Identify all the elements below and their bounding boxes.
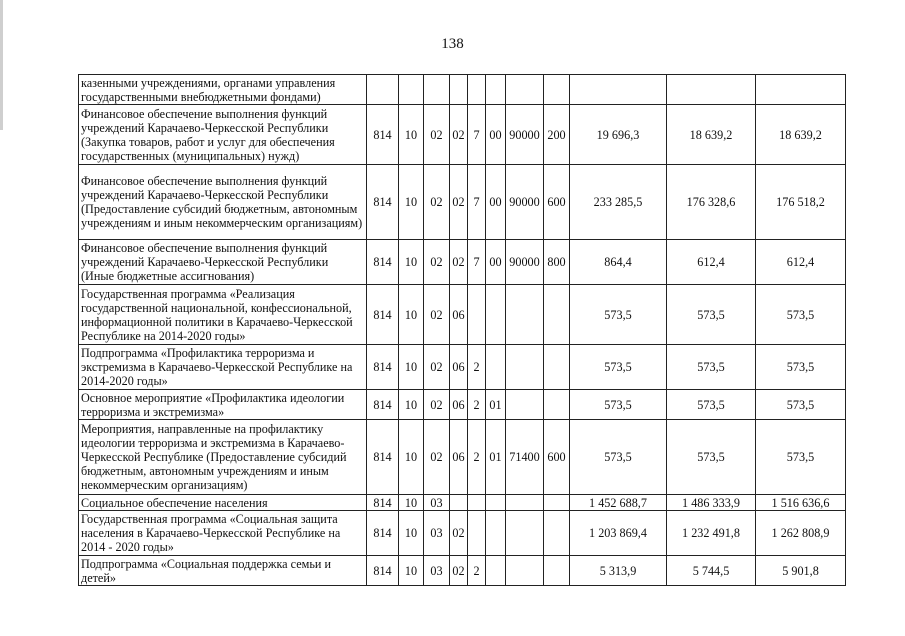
budget-code-c8: 600 bbox=[544, 165, 570, 240]
budget-code-c1: 814 bbox=[367, 495, 399, 511]
budget-code-c4: 02 bbox=[450, 165, 468, 240]
budget-code-c3: 03 bbox=[424, 511, 450, 556]
amount-v2: 1 232 491,8 bbox=[667, 511, 756, 556]
budget-code-c4: 02 bbox=[450, 511, 468, 556]
budget-code-c8: 200 bbox=[544, 105, 570, 165]
budget-code-c8 bbox=[544, 285, 570, 345]
budget-code-c2: 10 bbox=[399, 345, 424, 390]
budget-code-c1: 814 bbox=[367, 105, 399, 165]
amount-v2: 5 744,5 bbox=[667, 556, 756, 586]
amount-v1: 864,4 bbox=[570, 240, 667, 285]
amount-v3: 176 518,2 bbox=[756, 165, 846, 240]
budget-code-c4: 02 bbox=[450, 240, 468, 285]
budget-code-c1: 814 bbox=[367, 556, 399, 586]
amount-v3: 573,5 bbox=[756, 345, 846, 390]
table-row bbox=[79, 105, 846, 165]
table-row bbox=[79, 165, 846, 240]
budget-code-c3: 02 bbox=[424, 105, 450, 165]
budget-code-c5: 7 bbox=[468, 105, 486, 165]
budget-code-c5: 2 bbox=[468, 556, 486, 586]
row-description: Подпрограмма «Социальная поддержка семьи и детей» bbox=[79, 556, 367, 586]
table-row bbox=[79, 345, 846, 390]
amount-v3: 573,5 bbox=[756, 420, 846, 495]
row-description: Финансовое обеспечение выполнения функций учреждений Карачаево-Черкесской Республики (Иные бюджетные ассигнования) bbox=[79, 240, 367, 285]
row-description: Финансовое обеспечение выполнения функций учреждений Карачаево-Черкесской Республики (Предоставление субсидий бюджетным, автономным учреждениям и иным некоммерческим организациям) bbox=[79, 165, 367, 240]
budget-code-c3 bbox=[424, 75, 450, 105]
budget-code-c6 bbox=[486, 495, 506, 511]
amount-v3: 5 901,8 bbox=[756, 556, 846, 586]
amount-v2: 573,5 bbox=[667, 285, 756, 345]
amount-v1: 573,5 bbox=[570, 285, 667, 345]
amount-v2: 176 328,6 bbox=[667, 165, 756, 240]
budget-code-c2: 10 bbox=[399, 240, 424, 285]
amount-v2: 573,5 bbox=[667, 390, 756, 420]
budget-code-c8: 800 bbox=[544, 240, 570, 285]
budget-code-c7 bbox=[506, 511, 544, 556]
budget-code-c3: 03 bbox=[424, 556, 450, 586]
budget-code-c5 bbox=[468, 285, 486, 345]
budget-code-c7 bbox=[506, 285, 544, 345]
budget-code-c3: 02 bbox=[424, 390, 450, 420]
amount-v3: 18 639,2 bbox=[756, 105, 846, 165]
amount-v1: 1 452 688,7 bbox=[570, 495, 667, 511]
budget-code-c7 bbox=[506, 495, 544, 511]
budget-code-c4: 06 bbox=[450, 345, 468, 390]
budget-code-c2 bbox=[399, 75, 424, 105]
amount-v3: 612,4 bbox=[756, 240, 846, 285]
budget-code-c1: 814 bbox=[367, 285, 399, 345]
amount-v2: 612,4 bbox=[667, 240, 756, 285]
budget-code-c2: 10 bbox=[399, 105, 424, 165]
amount-v3: 573,5 bbox=[756, 285, 846, 345]
budget-code-c6 bbox=[486, 511, 506, 556]
row-description: Основное мероприятие «Профилактика идеологии терроризма и экстремизма» bbox=[79, 390, 367, 420]
row-description: Подпрограмма «Профилактика терроризма и экстремизма в Карачаево-Черкесской Республике на 2014-2020 годы» bbox=[79, 345, 367, 390]
budget-code-c4: 02 bbox=[450, 105, 468, 165]
budget-code-c8: 600 bbox=[544, 420, 570, 495]
amount-v1 bbox=[570, 75, 667, 105]
amount-v2: 1 486 333,9 bbox=[667, 495, 756, 511]
budget-code-c8 bbox=[544, 556, 570, 586]
budget-code-c3: 02 bbox=[424, 240, 450, 285]
amount-v3 bbox=[756, 75, 846, 105]
amount-v2 bbox=[667, 75, 756, 105]
budget-code-c3: 02 bbox=[424, 285, 450, 345]
budget-code-c1: 814 bbox=[367, 240, 399, 285]
budget-code-c5: 7 bbox=[468, 240, 486, 285]
budget-code-c1: 814 bbox=[367, 165, 399, 240]
row-description: Государственная программа «Реализация государственной национальной, конфессиональной, информационной политики в Карачаево-Черкесской Республике на 2014-2020 годы» bbox=[79, 285, 367, 345]
row-description: Социальное обеспечение населения bbox=[79, 495, 367, 511]
row-description: Мероприятия, направленные на профилактику идеологии терроризма и экстремизма в Карачаево-Черкесской Республике (Предоставление субсидий бюджетным, автономным учреждениям и иным некоммерческим организациям) bbox=[79, 420, 367, 495]
budget-code-c6: 01 bbox=[486, 390, 506, 420]
budget-code-c6 bbox=[486, 345, 506, 390]
budget-code-c7 bbox=[506, 390, 544, 420]
amount-v1: 573,5 bbox=[570, 420, 667, 495]
table-row bbox=[79, 75, 846, 105]
budget-code-c4: 02 bbox=[450, 556, 468, 586]
amount-v1: 19 696,3 bbox=[570, 105, 667, 165]
budget-code-c2: 10 bbox=[399, 556, 424, 586]
budget-code-c1: 814 bbox=[367, 345, 399, 390]
amount-v3: 1 262 808,9 bbox=[756, 511, 846, 556]
table-row bbox=[79, 511, 846, 556]
budget-code-c6: 00 bbox=[486, 165, 506, 240]
budget-code-c4 bbox=[450, 495, 468, 511]
budget-table bbox=[78, 74, 846, 586]
table-row bbox=[79, 495, 846, 511]
budget-code-c3: 03 bbox=[424, 495, 450, 511]
table-row bbox=[79, 285, 846, 345]
budget-code-c4: 06 bbox=[450, 420, 468, 495]
budget-code-c4: 06 bbox=[450, 390, 468, 420]
table-row bbox=[79, 556, 846, 586]
budget-code-c2: 10 bbox=[399, 420, 424, 495]
budget-code-c6: 01 bbox=[486, 420, 506, 495]
budget-code-c7: 90000 bbox=[506, 165, 544, 240]
row-description: Финансовое обеспечение выполнения функций учреждений Карачаево-Черкесской Республики (Закупка товаров, работ и услуг для обеспечения государственных (муниципальных) нужд) bbox=[79, 105, 367, 165]
budget-code-c7 bbox=[506, 345, 544, 390]
budget-code-c8 bbox=[544, 495, 570, 511]
budget-code-c7 bbox=[506, 556, 544, 586]
amount-v2: 18 639,2 bbox=[667, 105, 756, 165]
budget-code-c2: 10 bbox=[399, 390, 424, 420]
budget-code-c1: 814 bbox=[367, 390, 399, 420]
budget-code-c6 bbox=[486, 75, 506, 105]
budget-code-c5: 2 bbox=[468, 390, 486, 420]
budget-code-c4: 06 bbox=[450, 285, 468, 345]
budget-code-c2: 10 bbox=[399, 511, 424, 556]
budget-code-c6 bbox=[486, 556, 506, 586]
budget-code-c2: 10 bbox=[399, 285, 424, 345]
amount-v1: 1 203 869,4 bbox=[570, 511, 667, 556]
table-row bbox=[79, 240, 846, 285]
budget-code-c5 bbox=[468, 75, 486, 105]
budget-code-c1: 814 bbox=[367, 420, 399, 495]
budget-code-c2: 10 bbox=[399, 495, 424, 511]
budget-code-c1 bbox=[367, 75, 399, 105]
budget-code-c8 bbox=[544, 75, 570, 105]
row-description: Государственная программа «Социальная защита населения в Карачаево-Черкесской Республике на 2014 - 2020 годы» bbox=[79, 511, 367, 556]
table-row bbox=[79, 390, 846, 420]
budget-code-c7: 90000 bbox=[506, 240, 544, 285]
amount-v3: 1 516 636,6 bbox=[756, 495, 846, 511]
budget-code-c5: 7 bbox=[468, 165, 486, 240]
budget-code-c5 bbox=[468, 495, 486, 511]
amount-v1: 573,5 bbox=[570, 345, 667, 390]
budget-code-c2: 10 bbox=[399, 165, 424, 240]
budget-code-c8 bbox=[544, 511, 570, 556]
amount-v3: 573,5 bbox=[756, 390, 846, 420]
budget-code-c8 bbox=[544, 345, 570, 390]
amount-v1: 233 285,5 bbox=[570, 165, 667, 240]
budget-code-c8 bbox=[544, 390, 570, 420]
budget-code-c7: 71400 bbox=[506, 420, 544, 495]
amount-v1: 573,5 bbox=[570, 390, 667, 420]
budget-code-c1: 814 bbox=[367, 511, 399, 556]
budget-code-c3: 02 bbox=[424, 345, 450, 390]
budget-code-c6: 00 bbox=[486, 105, 506, 165]
row-description: казенными учреждениями, органами управления государственными внебюджетными фондами) bbox=[79, 75, 367, 105]
budget-code-c5: 2 bbox=[468, 420, 486, 495]
table-row bbox=[79, 420, 846, 495]
page-edge-shadow bbox=[0, 0, 3, 130]
budget-code-c7: 90000 bbox=[506, 105, 544, 165]
budget-code-c3: 02 bbox=[424, 420, 450, 495]
budget-code-c7 bbox=[506, 75, 544, 105]
budget-code-c6: 00 bbox=[486, 240, 506, 285]
amount-v2: 573,5 bbox=[667, 345, 756, 390]
budget-code-c6 bbox=[486, 285, 506, 345]
amount-v1: 5 313,9 bbox=[570, 556, 667, 586]
budget-code-c3: 02 bbox=[424, 165, 450, 240]
budget-code-c4 bbox=[450, 75, 468, 105]
page-number: 138 bbox=[441, 36, 464, 52]
amount-v2: 573,5 bbox=[667, 420, 756, 495]
budget-code-c5 bbox=[468, 511, 486, 556]
budget-code-c5: 2 bbox=[468, 345, 486, 390]
